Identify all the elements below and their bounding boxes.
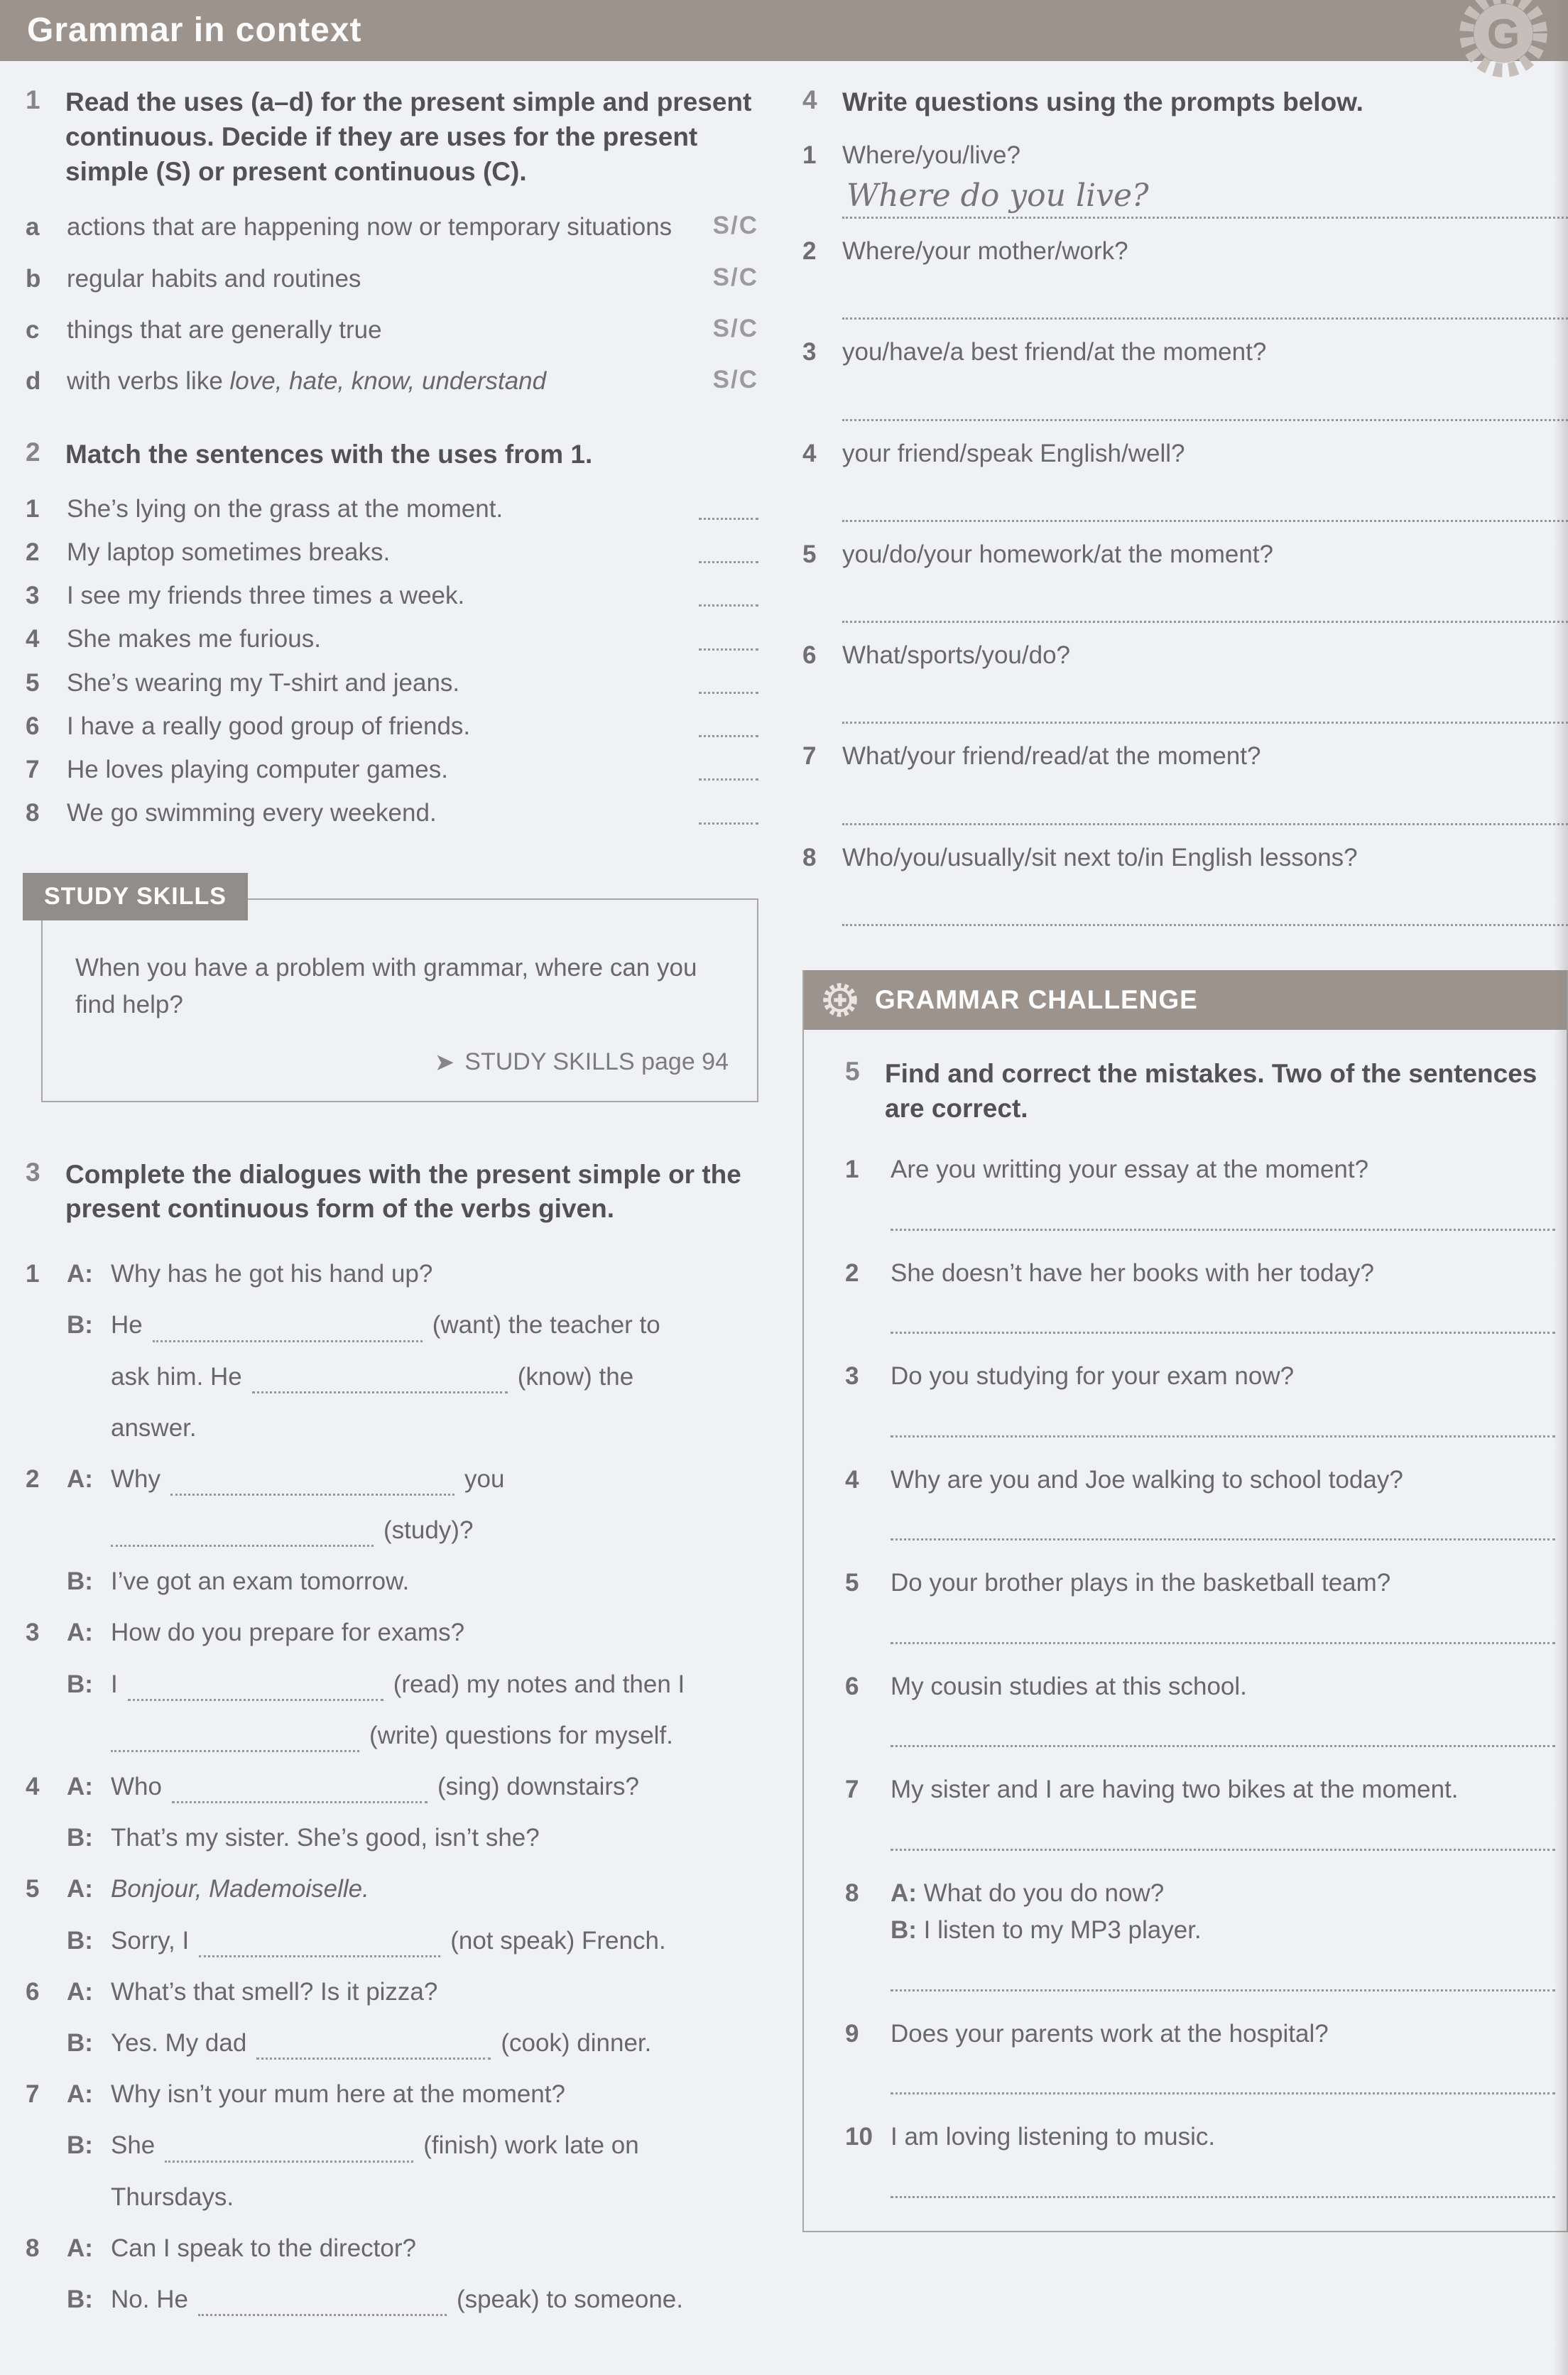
item-number: 3 xyxy=(802,338,817,366)
prompt-item xyxy=(802,739,1568,825)
dialogue-number: 4 xyxy=(26,1773,40,1801)
item-number: 3 xyxy=(26,582,40,609)
item-text: My laptop sometimes breaks. xyxy=(67,538,391,566)
challenge-item xyxy=(845,1462,1555,1499)
item-text: I am loving listening to music. xyxy=(891,2123,1216,2151)
dialogue-text: you xyxy=(464,1464,505,1493)
dialogue-text: Can I speak to the director? xyxy=(111,2234,416,2262)
speaker-label: B: xyxy=(67,1567,93,1596)
dialogue-text: Why has he got his hand up? xyxy=(111,1260,433,1288)
item-number: 6 xyxy=(845,1672,859,1700)
left-column xyxy=(26,85,758,2335)
sentence-item xyxy=(26,492,758,526)
dialogue-text: Why xyxy=(111,1464,160,1493)
use-letter: b xyxy=(26,264,41,293)
exercise-3-number: 3 xyxy=(26,1157,40,1187)
item-text: Are you writting your essay at the moment? xyxy=(891,1156,1369,1184)
dialogue-text: What do you do now? xyxy=(923,1879,1165,1907)
exercise-1-number: 1 xyxy=(26,85,40,114)
dialogue-7 xyxy=(26,2078,758,2214)
challenge-item xyxy=(845,1565,1555,1602)
challenge-item xyxy=(845,1875,1555,1950)
item-text: Does your parents work at the hospital? xyxy=(891,2019,1329,2048)
verb-hint: (study)? xyxy=(383,1516,474,1545)
dialogue-number: 6 xyxy=(26,1977,40,2006)
speaker-label: B: xyxy=(67,2131,93,2160)
prompt-text: Where/you/live? xyxy=(842,141,1020,169)
prompt-text: you/have/a best friend/at the moment? xyxy=(842,338,1267,366)
item-number: 4 xyxy=(26,625,40,653)
sentence-item xyxy=(26,579,758,612)
answer-blank xyxy=(699,561,758,563)
grammar-gear-icon xyxy=(1457,0,1550,80)
item-text: She’s lying on the grass at the moment. xyxy=(67,494,503,523)
use-text: actions that are happening now or temporary situations xyxy=(67,213,673,241)
sc-choice: S/C xyxy=(712,212,758,240)
fill-blank xyxy=(199,1950,440,1957)
answer-blank xyxy=(699,822,758,825)
challenge-item xyxy=(845,1358,1555,1396)
dialogue-number: 8 xyxy=(26,2234,40,2262)
dialogue-text: Yes. My dad xyxy=(111,2028,247,2057)
verb-hint: (want) the teacher to xyxy=(432,1311,660,1339)
answer-line xyxy=(842,470,1568,522)
dialogue-4 xyxy=(26,1771,758,1854)
item-number: 4 xyxy=(802,439,817,467)
speaker-label: B: xyxy=(67,2285,93,2313)
dialogue-5 xyxy=(26,1873,758,1957)
grammar-challenge-label: GRAMMAR CHALLENGE xyxy=(875,984,1198,1014)
item-text: Do you studying for your exam now? xyxy=(891,1362,1295,1391)
dialogue-2 xyxy=(26,1463,758,1599)
item-text: I have a really good group of friends. xyxy=(67,712,471,740)
item-number: 6 xyxy=(26,712,40,740)
exercise-4-title: Write questions using the prompts below. xyxy=(842,87,1363,116)
study-skills-link-text: STUDY SKILLS page 94 xyxy=(464,1048,729,1075)
dialogue-1 xyxy=(26,1258,758,1445)
item-number: 7 xyxy=(845,1776,859,1804)
item-text: She makes me furious. xyxy=(67,625,321,653)
dialogue-number: 1 xyxy=(26,1260,40,1288)
answer-line xyxy=(842,268,1568,320)
answer-blank xyxy=(699,735,758,737)
speaker-label: B: xyxy=(67,1311,93,1339)
dialogue-number: 2 xyxy=(26,1464,40,1493)
prompt-item xyxy=(802,138,1568,219)
fill-blank xyxy=(198,2308,447,2316)
gear-plus-icon xyxy=(821,981,859,1019)
grammar-challenge-band xyxy=(804,970,1567,1030)
exercise-3 xyxy=(26,1158,758,2317)
item-text: He loves playing computer games. xyxy=(67,756,448,783)
item-number: 9 xyxy=(845,2019,859,2048)
sentence-item xyxy=(26,753,758,786)
verb-hint: (write) questions for myself. xyxy=(369,1721,673,1749)
fill-blank xyxy=(153,1335,423,1342)
page-title: Grammar in context xyxy=(27,11,362,49)
speaker-label: A: xyxy=(891,1879,917,1907)
exercise-3-title: Complete the dialogues with the present simple or the present continuous form of the verbs given. xyxy=(65,1159,741,1224)
challenge-item xyxy=(845,1668,1555,1706)
answer-line xyxy=(891,1705,1555,1747)
dialogue-text-foreign: Bonjour, Mademoiselle. xyxy=(111,1875,369,1903)
item-text: She doesn’t have her books with her today? xyxy=(891,1259,1374,1287)
use-letter: c xyxy=(26,316,40,344)
prompt-item xyxy=(802,538,1568,623)
prompt-item xyxy=(802,234,1568,320)
answer-line xyxy=(891,1396,1555,1438)
dialogue-8 xyxy=(26,2232,758,2316)
exercise-5-number: 5 xyxy=(845,1056,860,1086)
item-number: 10 xyxy=(845,2123,873,2151)
speaker-label: B: xyxy=(67,1824,93,1852)
fill-blank xyxy=(111,1539,374,1547)
dialogue-number: 3 xyxy=(26,1619,40,1647)
speaker-label: A: xyxy=(67,1875,93,1903)
dialogue-text: No. He xyxy=(111,2285,188,2313)
dialogue-text: Who xyxy=(111,1773,162,1801)
item-number: 8 xyxy=(845,1879,859,1907)
item-number: 3 xyxy=(845,1362,859,1391)
speaker-label: B: xyxy=(67,2028,93,2057)
study-skills-reference xyxy=(75,1048,729,1077)
fill-blank xyxy=(172,1795,428,1803)
gear-letter: G xyxy=(1486,9,1520,58)
dialogue-3 xyxy=(26,1616,758,1752)
dialogue-text: I’ve got an exam tomorrow. xyxy=(111,1567,410,1596)
challenge-item xyxy=(845,1255,1555,1293)
verb-hint: (finish) work late on xyxy=(423,2131,639,2160)
item-number: 7 xyxy=(26,756,40,783)
dialogue-text: She xyxy=(111,2131,156,2160)
sentence-item xyxy=(26,666,758,700)
prompt-text: Where/your mother/work? xyxy=(842,237,1128,266)
answer-line xyxy=(842,571,1568,623)
dialogue-text: Thursdays. xyxy=(111,2183,234,2211)
answer-line xyxy=(891,1499,1555,1540)
fill-blank xyxy=(128,1693,383,1701)
answer-line xyxy=(842,773,1568,825)
verb-hint: (speak) to someone. xyxy=(456,2285,683,2313)
item-number: 2 xyxy=(802,237,817,266)
fill-blank xyxy=(252,1386,508,1393)
exercise-4 xyxy=(802,85,1568,926)
verb-hint: (cook) dinner. xyxy=(501,2028,652,2057)
answer-line xyxy=(842,369,1568,421)
item-text: I see my friends three times a week. xyxy=(67,582,465,609)
challenge-item xyxy=(845,2119,1555,2156)
item-number: 1 xyxy=(845,1156,859,1184)
item-number: 5 xyxy=(845,1569,859,1597)
item-number: 5 xyxy=(26,668,40,697)
answer-blank xyxy=(699,778,758,781)
dialogue-text: Why isn’t your mum here at the moment? xyxy=(111,2080,565,2109)
verb-hint: (not speak) French. xyxy=(450,1926,666,1955)
dialogue-number: 5 xyxy=(26,1875,40,1903)
use-item-d xyxy=(26,363,758,398)
use-item-b xyxy=(26,261,758,296)
fill-blank xyxy=(111,1744,359,1752)
verb-hint: (know) the xyxy=(517,1362,634,1391)
study-skills-question: When you have a problem with grammar, where can you find help? xyxy=(75,953,697,1018)
speaker-label: B: xyxy=(67,1926,93,1955)
speaker-label: A: xyxy=(67,1773,93,1801)
item-number: 4 xyxy=(845,1465,859,1494)
speaker-label: A: xyxy=(67,1977,93,2006)
sc-choice: S/C xyxy=(712,315,758,343)
use-text: regular habits and routines xyxy=(67,264,361,293)
exercise-2-title: Match the sentences with the uses from 1. xyxy=(65,439,593,469)
exercise-2 xyxy=(26,438,758,830)
item-text: She’s wearing my T-shirt and jeans. xyxy=(67,668,460,697)
dialogue-text: I listen to my MP3 player. xyxy=(923,1916,1202,1945)
prompt-item xyxy=(802,335,1568,420)
item-text: Why are you and Joe walking to school today? xyxy=(891,1465,1403,1494)
use-text xyxy=(67,364,713,398)
prompt-text: What/your friend/read/at the moment? xyxy=(842,742,1261,771)
handwritten-answer: Where do you live? xyxy=(842,172,1568,219)
speaker-label: A: xyxy=(67,1464,93,1493)
fill-blank xyxy=(165,2155,413,2163)
sentence-item xyxy=(26,622,758,656)
fill-blank xyxy=(256,2052,491,2060)
dialogue-text: answer. xyxy=(111,1413,197,1442)
exercise-5-title: Find and correct the mistakes. Two of the sentences are correct. xyxy=(885,1058,1537,1123)
item-number: 8 xyxy=(26,799,40,827)
dialogue-text: I xyxy=(111,1670,118,1698)
use-text-plain: with verbs like xyxy=(67,367,230,396)
prompt-text: What/sports/you/do? xyxy=(842,641,1070,670)
item-number: 8 xyxy=(802,843,817,871)
use-letter: d xyxy=(26,367,41,396)
prompt-text: your friend/speak English/well? xyxy=(842,439,1185,467)
speaker-label: B: xyxy=(67,1670,93,1698)
grammar-challenge-box xyxy=(802,970,1568,2232)
dialogue-number: 7 xyxy=(26,2080,40,2109)
use-item-a xyxy=(26,209,758,244)
exercise-1-title: Read the uses (a–d) for the present simple and present continuous. Decide if they are uses for the present simple (S) or present continuous (C). xyxy=(65,87,752,186)
study-skills-tab: STUDY SKILLS xyxy=(23,873,248,920)
item-number: 1 xyxy=(802,141,817,169)
item-number: 2 xyxy=(26,538,40,566)
fill-blank xyxy=(170,1488,454,1496)
answer-line xyxy=(891,1602,1555,1644)
challenge-item xyxy=(845,2016,1555,2053)
item-number: 5 xyxy=(802,540,817,568)
item-text xyxy=(891,1875,1555,1950)
answer-blank xyxy=(699,518,758,520)
dialogue-6 xyxy=(26,1976,758,2060)
dialogue-text: ask him. He xyxy=(111,1362,242,1391)
item-number: 1 xyxy=(26,494,40,523)
answer-line xyxy=(891,1950,1555,1991)
sentence-item xyxy=(26,796,758,830)
dialogue-text: What’s that smell? Is it pizza? xyxy=(111,1977,438,2006)
prompt-item xyxy=(802,638,1568,724)
item-text: My sister and I are having two bikes at the moment. xyxy=(891,1776,1459,1804)
study-skills-panel xyxy=(41,898,758,1102)
dialogue-text: That’s my sister. She’s good, isn’t she? xyxy=(111,1824,540,1852)
answer-blank xyxy=(699,648,758,651)
page-edge-shadow xyxy=(1554,0,1568,2375)
exercise-1 xyxy=(26,85,758,399)
prompt-item xyxy=(802,841,1568,926)
use-item-c xyxy=(26,312,758,347)
exercise-2-number: 2 xyxy=(26,437,40,467)
answer-line xyxy=(891,1292,1555,1334)
answer-line xyxy=(842,672,1568,724)
speaker-label: A: xyxy=(67,2234,93,2262)
speaker-label: A: xyxy=(67,1260,93,1288)
item-number: 2 xyxy=(845,1259,859,1287)
answer-line xyxy=(891,1189,1555,1231)
answer-blank xyxy=(699,604,758,607)
dialogue-text: He xyxy=(111,1311,143,1339)
item-text: My cousin studies at this school. xyxy=(891,1672,1247,1700)
speaker-label: A: xyxy=(67,2080,93,2109)
dialogue-text: Sorry, I xyxy=(111,1926,190,1955)
verb-hint: (sing) downstairs? xyxy=(437,1773,639,1801)
dialogue-text: How do you prepare for exams? xyxy=(111,1619,465,1647)
right-column xyxy=(802,85,1568,2232)
speaker-label: B: xyxy=(891,1916,917,1945)
use-text: things that are generally true xyxy=(67,316,382,344)
sc-choice: S/C xyxy=(712,263,758,291)
item-text: Do your brother plays in the basketball team? xyxy=(891,1569,1391,1597)
exercise-4-number: 4 xyxy=(802,85,817,114)
verb-hint: (read) my notes and then I xyxy=(393,1670,685,1698)
answer-line xyxy=(891,1809,1555,1851)
study-skills-box xyxy=(26,882,758,1102)
sc-choice: S/C xyxy=(712,366,758,394)
use-letter: a xyxy=(26,213,40,241)
sentence-item xyxy=(26,536,758,569)
challenge-item xyxy=(845,1151,1555,1189)
item-number: 7 xyxy=(802,742,817,771)
item-text: We go swimming every weekend. xyxy=(67,799,437,827)
sentence-item xyxy=(26,710,758,743)
answer-blank xyxy=(699,692,758,694)
answer-line xyxy=(842,874,1568,926)
challenge-item xyxy=(845,1771,1555,1809)
header-band xyxy=(0,0,1568,61)
arrow-right-icon: ➤ xyxy=(434,1048,455,1076)
prompt-text: Who/you/usually/sit next to/in English lessons? xyxy=(842,843,1358,871)
answer-line xyxy=(891,2053,1555,2094)
grammar-challenge-body xyxy=(804,1030,1567,2231)
item-number: 6 xyxy=(802,641,817,670)
prompt-text: you/do/your homework/at the moment? xyxy=(842,540,1273,568)
speaker-label: A: xyxy=(67,1619,93,1647)
prompt-item xyxy=(802,437,1568,522)
use-text-verbs: love, hate, know, understand xyxy=(229,367,547,396)
answer-line xyxy=(891,2156,1555,2198)
